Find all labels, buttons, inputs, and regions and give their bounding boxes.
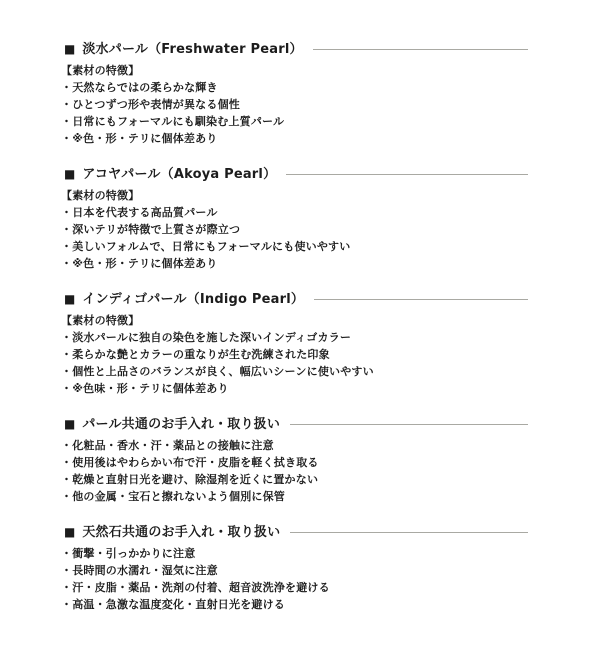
bullet-item: ・深いテリが特徴で上質さが際立つ xyxy=(61,223,241,236)
bullet-item: ・※色味・形・テリに個体差あり xyxy=(61,382,229,395)
section-pearl-care xyxy=(61,417,528,505)
bullet-item: ・※色・形・テリに個体差あり xyxy=(61,257,218,270)
section-title: パール共通のお手入れ・取り扱い xyxy=(82,417,281,432)
section-title: アコヤパール（Akoya Pearl） xyxy=(82,167,277,182)
section-header xyxy=(61,42,528,57)
bullet-item: ・日本を代表する高品質パール xyxy=(61,206,218,219)
material-features-label: 【素材の特徴】 xyxy=(61,64,140,77)
square-marker-icon: ■ xyxy=(64,292,76,306)
section-title: 淡水パール（Freshwater Pearl） xyxy=(82,42,303,57)
section-akoya-pearl xyxy=(61,167,528,272)
header-rule-line xyxy=(313,49,528,50)
bullet-item: ・ひとつずつ形や表情が異なる個性 xyxy=(61,98,240,111)
square-marker-icon: ■ xyxy=(64,167,76,181)
bullet-item: ・個性と上品さのバランスが良く、幅広いシーンに使いやすい xyxy=(61,365,374,378)
square-marker-icon: ■ xyxy=(64,417,76,431)
bullet-item: ・乾燥と直射日光を避け、除湿剤を近くに置かない xyxy=(61,473,319,486)
section-header xyxy=(61,292,528,307)
material-features-label: 【素材の特徴】 xyxy=(61,189,140,202)
square-marker-icon: ■ xyxy=(64,42,76,56)
bullet-item: ・他の金属・宝石と擦れないよう個別に保管 xyxy=(61,490,285,503)
bullet-item: ・使用後はやわらかい布で汗・皮脂を軽く拭き取る xyxy=(61,456,319,469)
bullet-item: ・美しいフォルムで、日常にもフォーマルにも使いやすい xyxy=(61,240,351,253)
bullet-item: ・高温・急激な温度変化・直射日光を避ける xyxy=(61,598,285,611)
header-rule-line xyxy=(290,424,528,425)
section-header xyxy=(61,525,528,540)
section-indigo-pearl xyxy=(61,292,528,397)
section-title: インディゴパール（Indigo Pearl） xyxy=(82,292,305,307)
bullet-item: ・天然ならではの柔らかな輝き xyxy=(61,81,218,94)
section-header xyxy=(61,417,528,432)
bullet-item: ・長時間の水濡れ・湿気に注意 xyxy=(61,564,218,577)
bullet-item: ・衝撃・引っかかりに注意 xyxy=(61,547,196,560)
bullet-item: ・日常にもフォーマルにも馴染む上質パール xyxy=(61,115,285,128)
section-title: 天然石共通のお手入れ・取り扱い xyxy=(82,525,281,540)
bullet-item: ・柔らかな艶とカラーの重なりが生む洗練された印象 xyxy=(61,348,330,361)
bullet-item: ・※色・形・テリに個体差あり xyxy=(61,132,218,145)
bullet-item: ・淡水パールに独自の染色を施した深いインディゴカラー xyxy=(61,331,352,344)
square-marker-icon: ■ xyxy=(64,525,76,539)
header-rule-line xyxy=(290,532,528,533)
header-rule-line xyxy=(286,174,528,175)
header-rule-line xyxy=(314,299,528,300)
section-header xyxy=(61,167,528,182)
section-gemstone-care xyxy=(61,525,528,613)
bullet-item: ・汗・皮脂・薬品・洗剤の付着、超音波洗浄を避ける xyxy=(61,581,330,594)
bullet-item: ・化粧品・香水・汗・薬品との接触に注意 xyxy=(61,439,274,452)
section-freshwater-pearl xyxy=(61,42,528,147)
material-features-label: 【素材の特徴】 xyxy=(61,314,140,327)
